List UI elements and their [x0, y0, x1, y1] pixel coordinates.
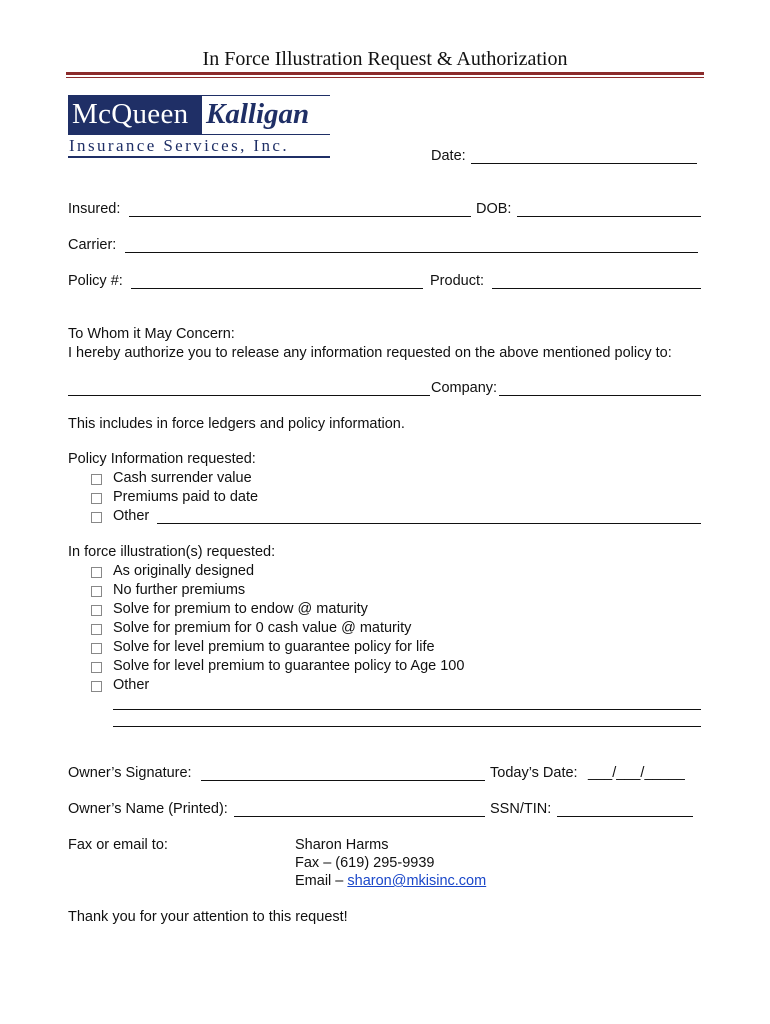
checkbox-endow-maturity[interactable] [91, 605, 102, 616]
illustration-other-line-2[interactable] [113, 726, 701, 727]
logo-subtitle: Insurance Services, Inc. [69, 136, 289, 155]
product-field[interactable] [492, 288, 701, 289]
illustrations-heading: In force illustration(s) requested: [68, 544, 276, 560]
policy-label: Policy #: [68, 273, 123, 289]
contact-fax: Fax – (619) 295-9939 [295, 855, 435, 871]
company-logo [68, 95, 330, 158]
authorization-text: I hereby authorize you to release any information requested on the above mentioned policy to: [68, 345, 672, 361]
contact-name: Sharon Harms [295, 837, 389, 853]
logo-rule [68, 156, 330, 158]
fax-email-label: Fax or email to: [68, 837, 168, 853]
illustration-item: Other [113, 677, 150, 693]
illustration-item: Solve for level premium to guarantee policy for life [113, 639, 435, 655]
date-field[interactable] [471, 163, 697, 164]
illustration-item: No further premiums [113, 582, 246, 598]
ssn-label: SSN/TIN: [490, 801, 552, 817]
todays-date-label: Today’s Date: [490, 765, 578, 781]
illustration-item: Solve for premium to endow @ maturity [113, 601, 368, 617]
todays-date-field[interactable]: ___/___/_____ [588, 765, 685, 781]
checkbox-premiums-paid[interactable] [91, 493, 102, 504]
owner-name-label: Owner’s Name (Printed): [68, 801, 228, 817]
illustration-item: Solve for level premium to guarantee policy to Age 100 [113, 658, 465, 674]
policy-info-item: Other [113, 508, 150, 524]
company-label: Company: [431, 380, 498, 396]
includes-text: This includes in force ledgers and policy information. [68, 416, 405, 432]
insured-label: Insured: [68, 201, 121, 217]
illustration-other-line-1[interactable] [113, 709, 701, 710]
policy-info-item: Premiums paid to date [113, 489, 259, 505]
checkbox-zero-cash-value[interactable] [91, 624, 102, 635]
logo-name-left: McQueen [72, 98, 189, 130]
company-field[interactable] [499, 395, 701, 396]
policy-info-heading: Policy Information requested: [68, 451, 256, 467]
owner-name-field[interactable] [234, 816, 485, 817]
contact-email-link[interactable]: sharon@mkisinc.com [347, 873, 487, 889]
logo-name-right: Kalligan [206, 98, 310, 130]
checkbox-guarantee-age-100[interactable] [91, 662, 102, 673]
checkbox-originally-designed[interactable] [91, 567, 102, 578]
title-rule-thin [66, 77, 704, 78]
policy-info-item: Cash surrender value [113, 470, 252, 486]
product-label: Product: [430, 273, 484, 289]
checkbox-cash-surrender[interactable] [91, 474, 102, 485]
carrier-field[interactable] [125, 252, 698, 253]
illustration-item: As originally designed [113, 563, 255, 579]
date-label: Date: [431, 148, 466, 164]
policy-field[interactable] [131, 288, 423, 289]
salutation: To Whom it May Concern: [68, 326, 235, 342]
contact-email-prefix: Email – [295, 873, 348, 889]
closing-text: Thank you for your attention to this request! [68, 909, 348, 925]
dob-label: DOB: [476, 201, 512, 217]
owner-signature-field[interactable] [201, 780, 485, 781]
title-rule-thick [66, 72, 704, 75]
page-title: In Force Illustration Request & Authorization [202, 48, 568, 70]
illustration-item: Solve for premium for 0 cash value @ maturity [113, 620, 412, 636]
dob-field[interactable] [517, 216, 701, 217]
owner-signature-label: Owner’s Signature: [68, 765, 192, 781]
checkbox-no-further-premiums[interactable] [91, 586, 102, 597]
checkbox-guarantee-life[interactable] [91, 643, 102, 654]
policy-other-field[interactable] [157, 523, 701, 524]
checkbox-policy-other[interactable] [91, 512, 102, 523]
carrier-label: Carrier: [68, 237, 117, 253]
recipient-field[interactable] [68, 395, 430, 396]
contact-email-line [295, 873, 486, 889]
insured-field[interactable] [129, 216, 471, 217]
ssn-field[interactable] [557, 816, 693, 817]
checkbox-illustration-other[interactable] [91, 681, 102, 692]
